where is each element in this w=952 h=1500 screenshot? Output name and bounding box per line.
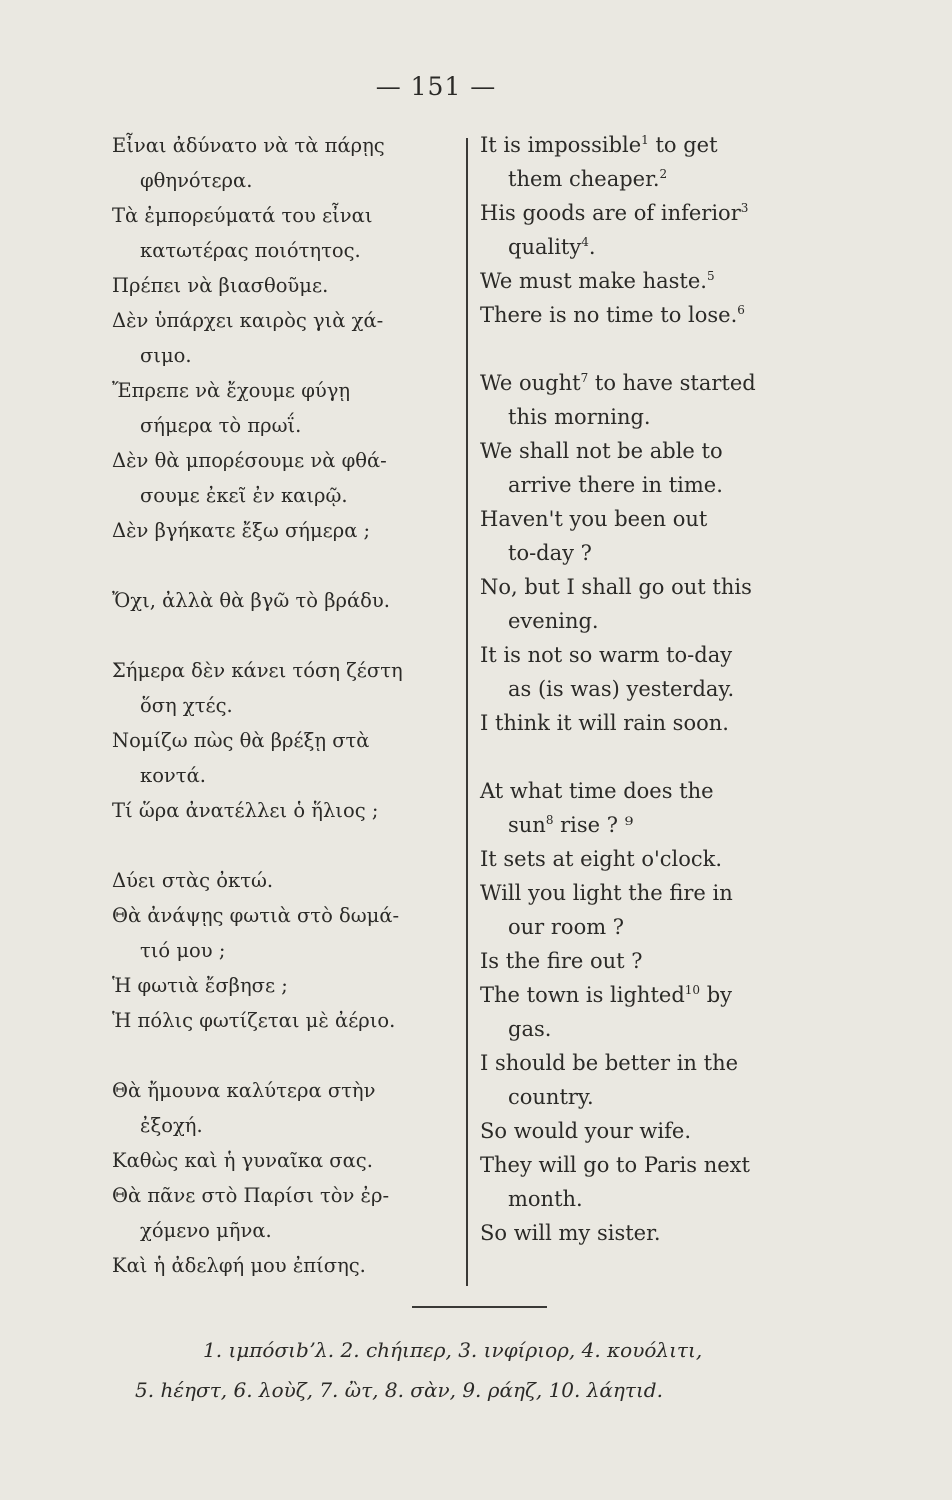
greek-phrase xyxy=(112,373,462,443)
greek-phrase xyxy=(112,723,462,793)
footnote-marker: 7 xyxy=(580,371,589,385)
english-phrase-line-1 xyxy=(480,978,825,1012)
footnote-line-1: 1. ιμπόσιbʼλ. 2. chήιπερ, 3. ινφίριορ, 4. κουόλιτι, xyxy=(203,1338,703,1362)
english-phrase-line-1 xyxy=(480,128,825,162)
english-phrase xyxy=(480,876,825,944)
greek-phrase-line-1: Θὰ ἤμουνα καλύτερα στὴν xyxy=(112,1079,376,1102)
english-text: . xyxy=(588,235,596,259)
column-divider xyxy=(466,138,468,1286)
english-phrase-line-1 xyxy=(480,1216,825,1250)
english-phrase xyxy=(480,842,825,876)
english-text: evening. xyxy=(508,609,599,633)
greek-phrase-line-1: Τί ὥρα ἀνατέλλει ὁ ἥλιος ; xyxy=(112,799,379,822)
greek-phrase-line-1: Ἔπρεπε νὰ ἔχουμε φύγῃ xyxy=(112,379,351,402)
english-text: It is not so warm to-day xyxy=(480,643,733,667)
english-phrase xyxy=(480,128,825,196)
english-phrase xyxy=(480,570,825,638)
greek-phrase xyxy=(112,1248,462,1283)
greek-phrase xyxy=(112,443,462,513)
english-phrase-line-1 xyxy=(480,1046,825,1080)
english-phrase xyxy=(480,944,825,978)
english-phrase-line-2 xyxy=(480,604,825,638)
english-phrase-line-2 xyxy=(480,1080,825,1114)
greek-phrase-line-1: Δύει στὰς ὀκτώ. xyxy=(112,869,274,892)
english-phrase xyxy=(480,1114,825,1148)
english-phrase xyxy=(480,434,825,502)
english-phrase-line-2 xyxy=(480,162,825,196)
greek-phrase-line-2: σιμο. xyxy=(140,344,192,367)
english-phrase-line-1 xyxy=(480,298,825,332)
english-text: The town is lighted xyxy=(480,983,685,1007)
greek-phrase-line-1: Δὲν ὑπάρχει καιρὸς γιὰ χά- xyxy=(112,309,384,332)
english-phrase xyxy=(480,298,825,332)
english-text: our room ? xyxy=(508,915,625,939)
greek-phrase xyxy=(112,1143,462,1178)
english-phrase xyxy=(480,706,825,740)
english-phrase-line-2 xyxy=(480,1182,825,1216)
footnote-marker: 6 xyxy=(737,303,745,317)
english-phrase-line-2 xyxy=(480,808,825,842)
english-text: gas. xyxy=(508,1017,552,1041)
english-text: So would your wife. xyxy=(480,1119,691,1143)
greek-phrase xyxy=(112,268,462,303)
english-phrase xyxy=(480,502,825,570)
english-phrase-line-2 xyxy=(480,400,825,434)
english-phrase-line-2 xyxy=(480,1012,825,1046)
footnotes xyxy=(135,1330,855,1410)
english-phrase-line-2 xyxy=(480,672,825,706)
english-text: month. xyxy=(508,1187,583,1211)
english-text: to have started xyxy=(588,371,756,395)
footnote-rule xyxy=(412,1306,547,1308)
english-phrase-line-1 xyxy=(480,366,825,400)
english-text: His goods are of inferior xyxy=(480,201,741,225)
english-text: We must make haste. xyxy=(480,269,707,293)
greek-phrase-line-2: ὅση χτές. xyxy=(140,694,233,717)
greek-phrase-line-1: Νομίζω πὼς θὰ βρέξῃ στὰ xyxy=(112,729,370,752)
english-phrase-line-2 xyxy=(480,230,825,264)
english-phrase xyxy=(480,638,825,706)
english-text: rise ? ⁹ xyxy=(553,813,634,837)
greek-phrase xyxy=(112,653,462,723)
english-text: We shall not be able to xyxy=(480,439,723,463)
english-text: I think it will rain soon. xyxy=(480,711,729,735)
page-number: — 151 — xyxy=(375,72,497,101)
english-phrase xyxy=(480,196,825,264)
greek-phrase-line-2: σήμερα τὸ πρωΐ. xyxy=(140,414,302,437)
english-phrase xyxy=(480,774,825,842)
english-phrase xyxy=(480,1216,825,1250)
english-text: quality xyxy=(508,235,582,259)
english-text: Is the fire out ? xyxy=(480,949,643,973)
english-phrase-line-1 xyxy=(480,1114,825,1148)
greek-phrase-line-1: Θὰ ἀνάψῃς φωτιὰ στὸ δωμά- xyxy=(112,904,400,927)
english-phrase xyxy=(480,1046,825,1114)
english-text: this morning. xyxy=(508,405,651,429)
greek-phrase xyxy=(112,128,462,198)
english-text: as (is was) yesterday. xyxy=(508,677,735,701)
greek-phrase xyxy=(112,198,462,268)
greek-phrase-line-2: κοντά. xyxy=(140,764,206,787)
footnote-marker: 2 xyxy=(659,167,668,181)
footnote-marker: 5 xyxy=(706,269,715,283)
footnote-marker: 3 xyxy=(740,201,749,215)
greek-phrase xyxy=(112,1003,462,1038)
greek-phrase-line-1: Ἡ πόλις φωτίζεται μὲ ἀέριο. xyxy=(112,1009,396,1032)
greek-phrase-line-1: Τὰ ἐμπορεύματά του εἶναι xyxy=(112,204,373,227)
english-text: by xyxy=(700,983,733,1007)
english-phrase-line-2 xyxy=(480,468,825,502)
english-phrase-line-1 xyxy=(480,502,825,536)
english-phrase-line-1 xyxy=(480,774,825,808)
english-phrase-line-1 xyxy=(480,570,825,604)
english-text: to get xyxy=(648,133,718,157)
greek-phrase-line-2: τιό μου ; xyxy=(140,939,226,962)
greek-phrase xyxy=(112,1178,462,1248)
greek-phrase-line-2: σουμε ἐκεῖ ἐν καιρῷ. xyxy=(140,484,348,507)
english-text: sun xyxy=(508,813,546,837)
greek-phrase-line-1: Δὲν βγήκατε ἔξω σήμερα ; xyxy=(112,519,371,542)
english-text: them cheaper. xyxy=(508,167,660,191)
greek-phrase xyxy=(112,583,462,618)
english-text: Will you light the fire in xyxy=(480,881,733,905)
greek-phrase xyxy=(112,898,462,968)
greek-phrase-line-1: Καὶ ἡ ἀδελφή μου ἐπίσης. xyxy=(112,1254,366,1277)
english-text: We ought xyxy=(480,371,581,395)
greek-phrase-line-1: Σήμερα δὲν κάνει τόση ζέστη xyxy=(112,659,403,682)
footnote-marker: 8 xyxy=(545,813,554,827)
english-phrase xyxy=(480,366,825,434)
greek-phrase-line-1: Δὲν θὰ μπορέσουμε νὰ φθά- xyxy=(112,449,387,472)
english-text: Haven't you been out xyxy=(480,507,708,531)
english-phrase xyxy=(480,264,825,298)
english-text: It is impossible xyxy=(480,133,642,157)
greek-phrase-line-1: Ὄχι, ἀλλὰ θὰ βγῶ τὸ βράδυ. xyxy=(112,589,390,612)
english-text: arrive there in time. xyxy=(508,473,723,497)
greek-phrase xyxy=(112,303,462,373)
english-text: It sets at eight o'clock. xyxy=(480,847,723,871)
english-text: No, but I shall go out this xyxy=(480,575,752,599)
greek-phrase xyxy=(112,513,462,548)
greek-phrase-line-2: ἐξοχή. xyxy=(140,1114,203,1137)
english-text: At what time does the xyxy=(480,779,714,803)
english-text: to-day ? xyxy=(508,541,592,565)
english-phrase-line-1 xyxy=(480,1148,825,1182)
english-phrase-line-1 xyxy=(480,842,825,876)
english-phrase-line-1 xyxy=(480,264,825,298)
greek-phrase xyxy=(112,863,462,898)
greek-phrase-line-1: Καθὼς καὶ ἡ γυναῖκα σας. xyxy=(112,1149,373,1172)
greek-phrase-line-1: Ἡ φωτιὰ ἔσβησε ; xyxy=(112,974,288,997)
greek-phrase xyxy=(112,968,462,1003)
english-phrase-line-1 xyxy=(480,944,825,978)
english-text: country. xyxy=(508,1085,594,1109)
english-phrase-line-1 xyxy=(480,434,825,468)
footnote-marker: 10 xyxy=(684,983,701,997)
greek-phrase-line-1: Θὰ πᾶνε στὸ Παρίσι τὸν ἐρ- xyxy=(112,1184,390,1207)
english-phrase-line-1 xyxy=(480,196,825,230)
english-text: They will go to Paris next xyxy=(480,1153,750,1177)
english-text: There is no time to lose. xyxy=(480,303,738,327)
english-phrase-line-2 xyxy=(480,910,825,944)
english-phrase-line-1 xyxy=(480,876,825,910)
english-phrase-line-1 xyxy=(480,638,825,672)
english-phrase-line-2 xyxy=(480,536,825,570)
greek-phrase-line-1: Πρέπει νὰ βιασθοῦμε. xyxy=(112,274,329,297)
greek-phrase-line-1: Εἶναι ἀδύνατο νὰ τὰ πάρῃς xyxy=(112,134,385,157)
english-text: I should be better in the xyxy=(480,1051,739,1075)
footnote-line-2: 5. hέηστ, 6. λοὺζ, 7. ὢτ, 8. σὰν, 9. ράηζ, 10. λάητιd. xyxy=(135,1378,663,1402)
footnote-marker: 4 xyxy=(581,235,589,249)
english-phrase-line-1 xyxy=(480,706,825,740)
greek-phrase xyxy=(112,1073,462,1143)
english-phrase xyxy=(480,978,825,1046)
english-phrase xyxy=(480,1148,825,1216)
greek-phrase xyxy=(112,793,462,828)
greek-phrase-line-2: φθηνότερα. xyxy=(140,169,253,192)
footnote-marker: 1 xyxy=(641,133,649,147)
english-text: So will my sister. xyxy=(480,1221,661,1245)
greek-phrase-line-2: χόμενο μῆνα. xyxy=(140,1219,272,1242)
greek-phrase-line-2: κατωτέρας ποιότητος. xyxy=(140,239,361,262)
